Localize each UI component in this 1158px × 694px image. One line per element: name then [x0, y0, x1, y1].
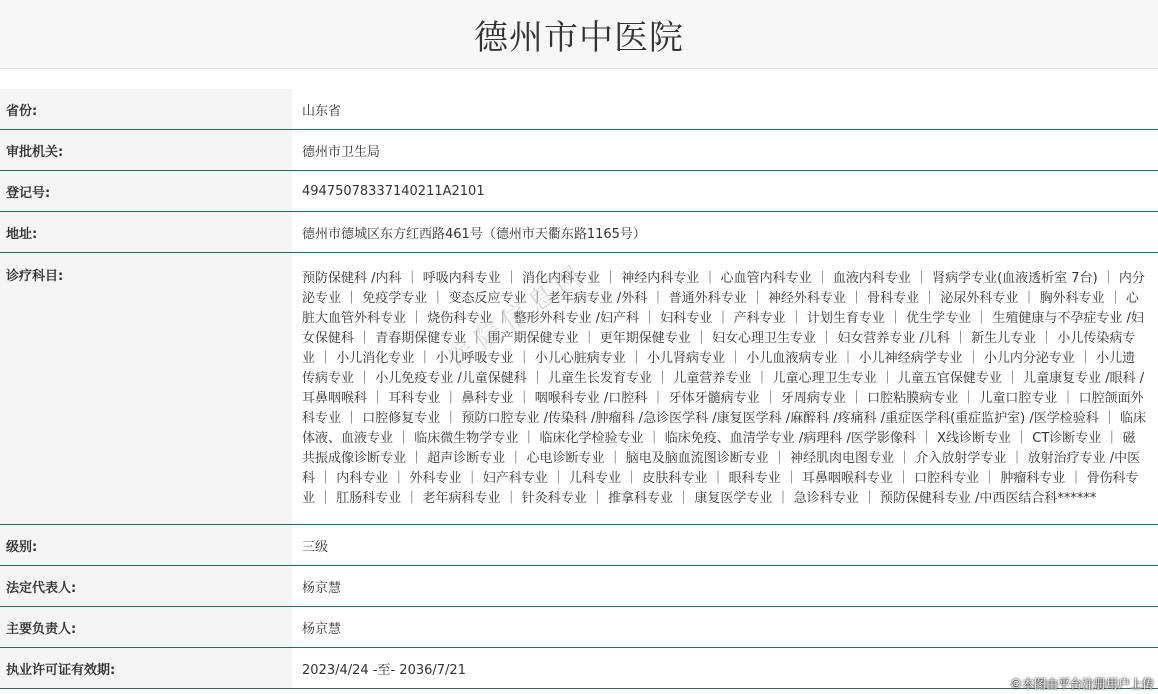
watermark: 医院信息网	[443, 257, 593, 374]
address-value: 德州市德城区东方红西路461号（德州市天衢东路1165号）	[292, 212, 1158, 253]
province-value: 山东省	[292, 89, 1158, 130]
legal-representative-label: 法定代表人:	[0, 566, 292, 607]
hospital-info-table	[0, 89, 1158, 689]
upload-note: ©本图由平台注册用户上传	[1009, 677, 1154, 691]
row-treatment-scope	[0, 253, 1158, 525]
registration-number-label: 登记号:	[0, 171, 292, 212]
row-address	[0, 212, 1158, 253]
treatment-scope-label: 诊疗科目:	[0, 253, 292, 525]
principal-label: 主要负责人:	[0, 607, 292, 648]
row-principal	[0, 607, 1158, 648]
license-validity-value: 2023/4/24 -至- 2036/7/21	[292, 648, 1158, 689]
approval-authority-label: 审批机关:	[0, 130, 292, 171]
spacer	[0, 69, 1158, 89]
province-label: 省份:	[0, 89, 292, 130]
address-label: 地址:	[0, 212, 292, 253]
level-label: 级别:	[0, 525, 292, 566]
license-validity-label: 执业许可证有效期:	[0, 648, 292, 689]
row-license-validity	[0, 648, 1158, 689]
row-legal-representative	[0, 566, 1158, 607]
registration-number-value: 49475078337140211A2101	[292, 171, 1158, 212]
approval-authority-value: 德州市卫生局	[292, 130, 1158, 171]
legal-representative-value: 杨京慧	[292, 566, 1158, 607]
page-title: 德州市中医院	[474, 18, 684, 58]
level-value: 三级	[292, 525, 1158, 566]
treatment-scope-value: 预防保健科 /内科 ｜ 呼吸内科专业 ｜ 消化内科专业 ｜ 神经内科专业 ｜ 心血管内科专业 ｜ 血液内科专业 ｜ 肾病学专业(血液透析室 7台) ｜ 内分泌专业 ｜ 免疫学专业 ｜ 变态反应专业 ｜ 老年病专业 /外科 ｜ 普通外科专业 ｜ 神经外科专业 ｜ 骨科专业 ｜ 泌尿外科专业 ｜ 胸外科专业 ｜ 心脏大血管外科专业 ｜ 烧伤科专业 ｜ 整形外科专业 /妇产科 ｜ 妇科专业 ｜ 产科专业 ｜ 计划生育专业 ｜ 优生学专业 ｜ 生殖健康与不孕症专业 /妇女保健科 ｜ 青春期保健专业 ｜ 围产期保健专业 ｜ 更年期保健专业 ｜ 妇女心理卫生专业 ｜ 妇女营养专业 /儿科 ｜ 新生儿专业 ｜ 小儿传染病专业 ｜ 小儿消化专业 ｜ 小儿呼吸专业 ｜ 小儿心脏病专业 ｜ 小儿肾病专业 ｜ 小儿血液病专业 ｜ 小儿神经病学专业 ｜ 小儿内分泌专业 ｜ 小儿遗传病专业 ｜ 小儿免疫专业 /儿童保健科 ｜ 儿童生长发育专业 ｜ 儿童营养专业 ｜ 儿童心理卫生专业 ｜ 儿童五官保健专业 ｜ 儿童康复专业 /眼科 /耳鼻咽喉科 ｜ 耳科专业 ｜ 鼻科专业 ｜ 咽喉科专业 /口腔科 ｜ 牙体牙髓病专业 ｜ 牙周病专业 ｜ 口腔粘膜病专业 ｜ 儿童口腔专业 ｜ 口腔颌面外科专业 ｜ 口腔修复专业 ｜ 预防口腔专业 /传染科 /肿瘤科 /急诊医学科 /康复医学科 /麻醉科 /疼痛科 /重症医学科(重症监护室) /医学检验科 ｜ 临床体液、血液专业 ｜ 临床微生物学专业 ｜ 临床化学检验专业 ｜ 临床免疫、血清学专业 /病理科 /医学影像科 ｜ X线诊断专业 ｜ CT诊断专业 ｜ 磁共振成像诊断专业 ｜ 超声诊断专业 ｜ 心电诊断专业 ｜ 脑电及脑血流图诊断专业 ｜ 神经肌肉电图专业 ｜ 介入放射学专业 ｜ 放射治疗专业 /中医科 ｜ 内科专业 ｜ 外科专业 ｜ 妇产科专业 ｜ 儿科专业 ｜ 皮肤科专业 ｜ 眼科专业 ｜ 耳鼻咽喉科专业 ｜ 口腔科专业 ｜ 肿瘤科专业 ｜ 骨伤科专业 ｜ 肛肠科专业 ｜ 老年病科专业 ｜ 针灸科专业 ｜ 推拿科专业 ｜ 康复医学专业 ｜ 急诊科专业 ｜ 预防保健科专业 /中西医结合科******	[292, 253, 1158, 525]
page-header	[0, 0, 1158, 69]
row-province	[0, 89, 1158, 130]
row-registration-number	[0, 171, 1158, 212]
row-approval-authority	[0, 130, 1158, 171]
row-level	[0, 525, 1158, 566]
principal-value: 杨京慧	[292, 607, 1158, 648]
